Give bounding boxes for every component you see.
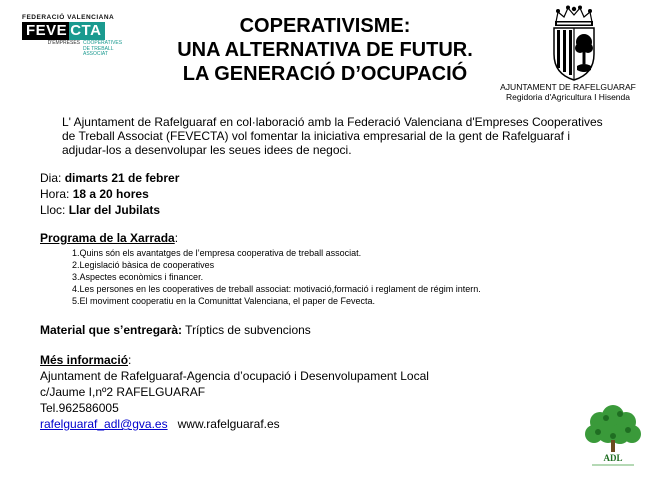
- program-list: [72, 247, 481, 307]
- event-place: [40, 202, 179, 218]
- program-item-3: 3.Aspectes econòmics i financer.: [72, 272, 204, 282]
- intro-paragraph: L' Ajuntament de Rafelguaraf en col·laboració amb la Federació Valenciana d'Empreses Cooperatives de Treball Associat (FEVECTA) vol fomentar la iniciativa empresarial de la gent de Rafelguaraf i adjudar-los a desenvolupar les seues idees de negoci.: [62, 115, 603, 157]
- event-time-label: Hora:: [40, 187, 70, 201]
- event-day-label: Dia:: [40, 171, 62, 185]
- more-info-line-1: Ajuntament de Rafelguaraf-Agencia d’ocupació i Desenvolupament Local: [40, 369, 429, 383]
- title-line-1: COPERATIVISME:: [239, 15, 411, 37]
- event-day: [40, 170, 179, 186]
- fevecta-logo-sub-left: D'EMPRESES: [47, 40, 80, 46]
- event-info: [40, 170, 179, 218]
- more-info-block: [40, 352, 429, 432]
- program-item-1: 1.Quins són els avantatges de l’empresa cooperativa de treball associat.: [72, 248, 362, 258]
- ajuntament-department: Regidoria d'Agricultura I Hisenda: [506, 92, 630, 102]
- program-item-5: 5.El moviment cooperatiu en la Comunittat Valenciana, el paper de Fevecta.: [72, 296, 376, 306]
- fevecta-logo-sub-right-3: ASSOCIAT: [83, 51, 108, 57]
- page-title: [140, 14, 510, 86]
- fevecta-logo-top: FEDERACIÓ VALENCIANA: [22, 14, 115, 21]
- fevecta-logo-sub-right-1: COOPERATIVES: [83, 40, 123, 46]
- program-heading-line: [40, 230, 178, 246]
- material-value: Tríptics de subvencions: [182, 323, 311, 337]
- fevecta-logo-sub: [22, 41, 142, 58]
- material-label: Material que s’entregarà:: [40, 323, 183, 337]
- event-time: [40, 186, 179, 202]
- ajuntament-block: [488, 82, 648, 102]
- program-heading: Programa de la Xarrada: [40, 231, 175, 245]
- ajuntament-name: AJUNTAMENT DE RAFELGUARAF: [500, 82, 636, 92]
- program-item-4: 4.Les persones en les cooperatives de treball associat: motivació,formació i reglament de régim intern.: [72, 284, 481, 294]
- more-info-contact-line: [40, 416, 429, 432]
- fevecta-logo: [22, 14, 142, 64]
- program-heading-colon: :: [174, 231, 179, 245]
- event-place-value: Llar del Jubilats: [68, 203, 161, 217]
- adl-logo-text: ADL: [603, 453, 623, 463]
- title-line-3: LA GENERACIÓ D’OCUPACIÓ: [182, 63, 468, 85]
- fevecta-logo-sub-right: [83, 41, 122, 58]
- material-line: [40, 322, 311, 338]
- fevecta-logo-right: CTA: [69, 22, 105, 40]
- program-item-2: 2.Legislació bàsica de cooperatives: [72, 260, 215, 270]
- title-line-2: UNA ALTERNATIVA DE FUTUR.: [177, 39, 473, 61]
- coat-of-arms-icon: [548, 4, 600, 82]
- more-info-heading: Més informació: [40, 353, 129, 367]
- website-text: [171, 417, 280, 431]
- more-info-heading-line: [40, 352, 429, 368]
- fevecta-logo-bar: [22, 22, 142, 40]
- fevecta-logo-sub-right-2: DE TREBALL: [83, 45, 114, 52]
- fevecta-logo-left: FEVE: [22, 22, 69, 40]
- event-time-value: 18 a 20 hores: [72, 187, 149, 201]
- adl-logo-icon: [578, 398, 648, 470]
- email-link[interactable]: rafelguaraf_adl@gva.es: [40, 417, 168, 431]
- website-value: www.rafelguaraf.es: [177, 417, 280, 431]
- event-place-label: Lloc:: [40, 203, 66, 217]
- more-info-line-3: Tel.962586005: [40, 401, 119, 415]
- event-day-value: dimarts 21 de febrer: [64, 171, 180, 185]
- more-info-line-2: c/Jaume I,nº2 RAFELGUARAF: [40, 385, 206, 399]
- more-info-heading-colon: :: [128, 353, 132, 367]
